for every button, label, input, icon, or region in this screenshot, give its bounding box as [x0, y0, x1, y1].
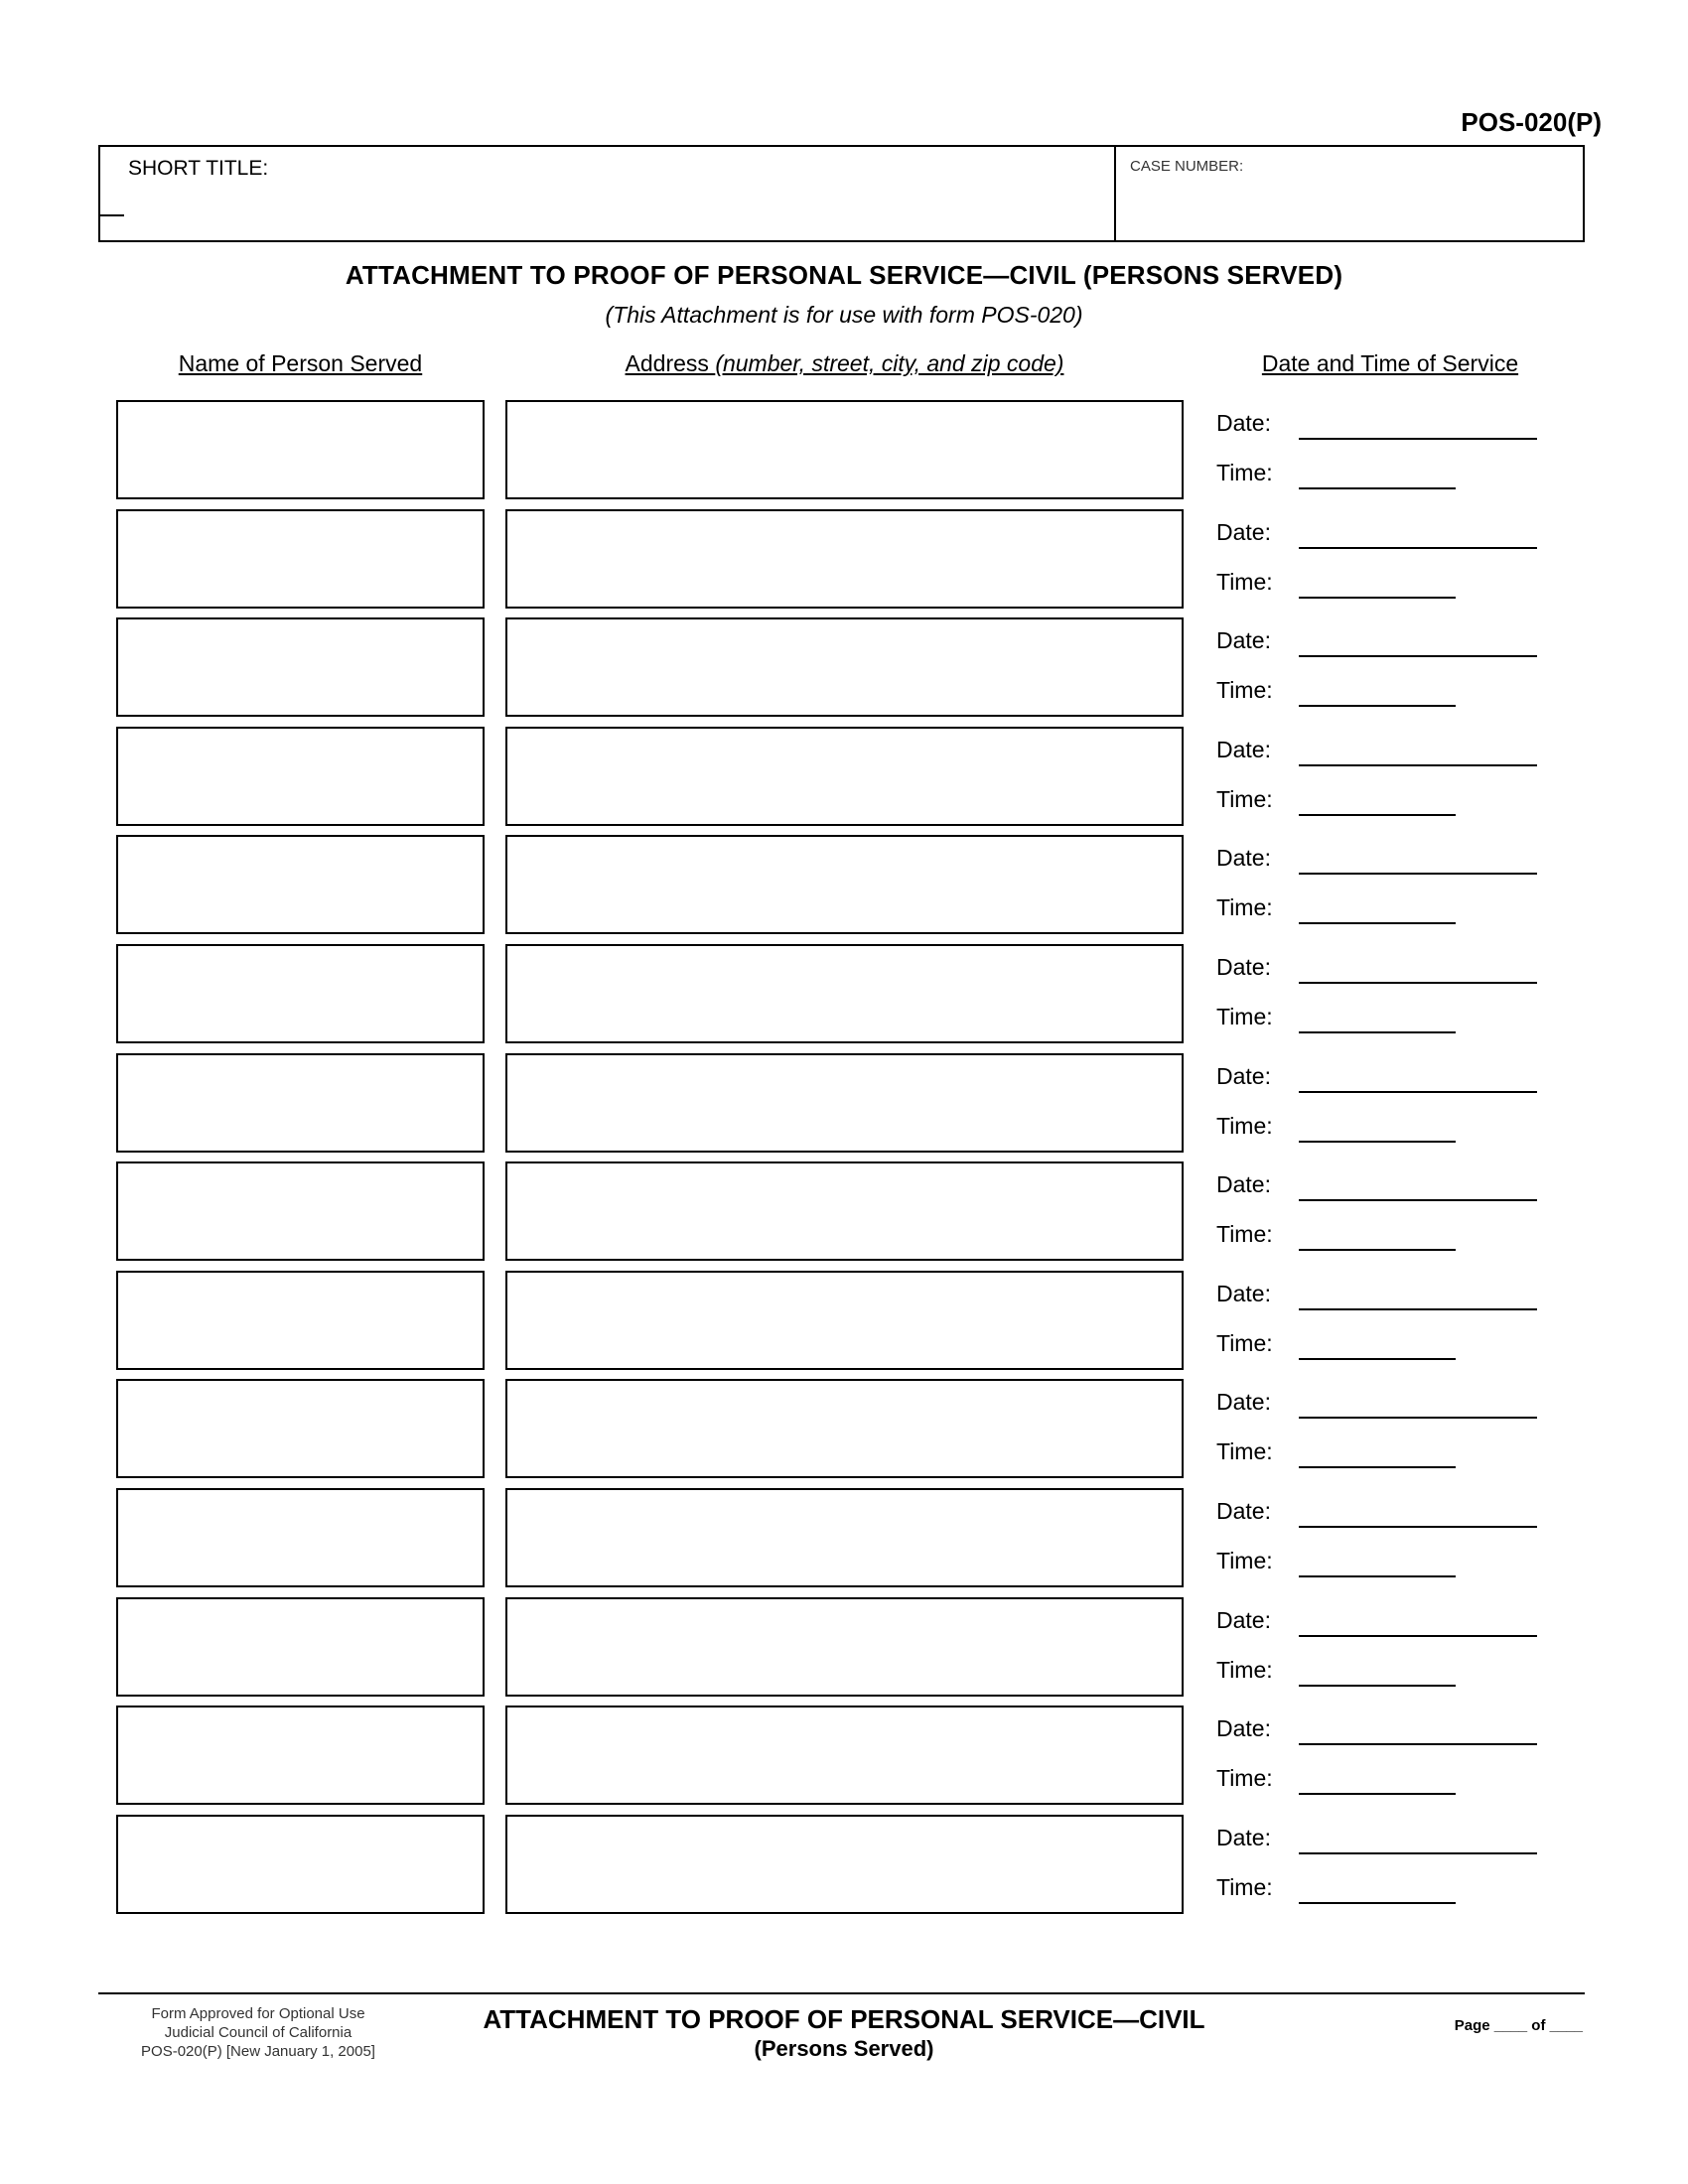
service-row — [0, 1379, 1688, 1478]
address-field[interactable] — [505, 1597, 1184, 1697]
footer-page-number: Page ____ of ____ — [1454, 2017, 1583, 2034]
person-name-field[interactable] — [116, 617, 485, 717]
person-name-field[interactable] — [116, 1053, 485, 1153]
person-name-field[interactable] — [116, 835, 485, 934]
short-title-field[interactable] — [100, 214, 124, 216]
time-label: Time: — [1216, 1548, 1273, 1573]
date-label: Date: — [1216, 845, 1271, 871]
service-row — [0, 400, 1688, 499]
service-row — [0, 1815, 1688, 1914]
service-row — [0, 944, 1688, 1043]
time-field[interactable] — [1299, 1466, 1456, 1468]
time-field[interactable] — [1299, 922, 1456, 924]
time-label: Time: — [1216, 1874, 1273, 1900]
date-field[interactable] — [1299, 1635, 1537, 1637]
date-label: Date: — [1216, 627, 1271, 653]
time-field[interactable] — [1299, 814, 1456, 816]
date-label: Date: — [1216, 1063, 1271, 1089]
case-number-label: CASE NUMBER: — [1130, 158, 1244, 175]
time-field[interactable] — [1299, 705, 1456, 707]
person-name-field[interactable] — [116, 509, 485, 609]
date-field[interactable] — [1299, 1417, 1537, 1419]
address-field[interactable] — [505, 1271, 1184, 1370]
date-label: Date: — [1216, 1715, 1271, 1741]
page-title: ATTACHMENT TO PROOF OF PERSONAL SERVICE—CIVIL (PERSONS SERVED) — [345, 260, 1343, 290]
time-field[interactable] — [1299, 1249, 1456, 1251]
service-row — [0, 1161, 1688, 1261]
person-name-field[interactable] — [116, 727, 485, 826]
person-name-field[interactable] — [116, 1488, 485, 1587]
date-field[interactable] — [1299, 982, 1537, 984]
date-field[interactable] — [1299, 1091, 1537, 1093]
address-field[interactable] — [505, 1488, 1184, 1587]
address-field[interactable] — [505, 617, 1184, 717]
time-label: Time: — [1216, 1113, 1273, 1139]
address-field[interactable] — [505, 944, 1184, 1043]
footer-rule — [98, 1992, 1585, 1994]
address-field[interactable] — [505, 1161, 1184, 1261]
address-field[interactable] — [505, 400, 1184, 499]
date-field[interactable] — [1299, 764, 1537, 766]
service-row — [0, 509, 1688, 609]
date-field[interactable] — [1299, 1199, 1537, 1201]
time-field[interactable] — [1299, 597, 1456, 599]
column-header-name: Name of Person Served — [178, 350, 423, 376]
date-field[interactable] — [1299, 547, 1537, 549]
time-field[interactable] — [1299, 1575, 1456, 1577]
address-field[interactable] — [505, 1706, 1184, 1805]
person-name-field[interactable] — [116, 1706, 485, 1805]
time-label: Time: — [1216, 1765, 1273, 1791]
date-label: Date: — [1216, 1498, 1271, 1524]
time-field[interactable] — [1299, 1358, 1456, 1360]
date-label: Date: — [1216, 519, 1271, 545]
person-name-field[interactable] — [116, 1161, 485, 1261]
address-field[interactable] — [505, 1053, 1184, 1153]
service-row — [0, 1488, 1688, 1587]
service-row — [0, 835, 1688, 934]
person-name-field[interactable] — [116, 1271, 485, 1370]
time-label: Time: — [1216, 1438, 1273, 1464]
service-row — [0, 1597, 1688, 1697]
person-name-field[interactable] — [116, 944, 485, 1043]
header-divider — [1114, 147, 1116, 240]
page-subtitle: (This Attachment is for use with form POS-020) — [605, 302, 1083, 328]
column-header-address-detail: (number, street, city, and zip code) — [715, 350, 1064, 376]
time-field[interactable] — [1299, 1141, 1456, 1143]
time-field[interactable] — [1299, 487, 1456, 489]
date-field[interactable] — [1299, 655, 1537, 657]
date-label: Date: — [1216, 1281, 1271, 1306]
time-field[interactable] — [1299, 1902, 1456, 1904]
service-row — [0, 727, 1688, 826]
form-id: POS-020(P) — [1461, 107, 1602, 137]
footer-title: ATTACHMENT TO PROOF OF PERSONAL SERVICE—CIVIL — [483, 2004, 1205, 2034]
date-label: Date: — [1216, 1171, 1271, 1197]
person-name-field[interactable] — [116, 1597, 485, 1697]
column-header-address — [505, 350, 1184, 377]
column-header-address-main: Address — [625, 350, 716, 376]
person-name-field[interactable] — [116, 1379, 485, 1478]
service-row — [0, 1053, 1688, 1153]
date-label: Date: — [1216, 954, 1271, 980]
time-label: Time: — [1216, 1330, 1273, 1356]
time-label: Time: — [1216, 894, 1273, 920]
footer-subtitle: (Persons Served) — [754, 2036, 934, 2061]
date-field[interactable] — [1299, 1526, 1537, 1528]
time-label: Time: — [1216, 1657, 1273, 1683]
time-label: Time: — [1216, 1221, 1273, 1247]
time-label: Time: — [1216, 569, 1273, 595]
date-field[interactable] — [1299, 1308, 1537, 1310]
date-field[interactable] — [1299, 1743, 1537, 1745]
time-label: Time: — [1216, 1004, 1273, 1029]
address-field[interactable] — [505, 835, 1184, 934]
service-row — [0, 1271, 1688, 1370]
date-label: Date: — [1216, 1825, 1271, 1850]
date-field[interactable] — [1299, 873, 1537, 875]
address-field[interactable] — [505, 727, 1184, 826]
time-label: Time: — [1216, 460, 1273, 485]
short-title-label: SHORT TITLE: — [128, 157, 269, 180]
footer-approval-line-1: Form Approved for Optional Use — [151, 2005, 365, 2022]
address-field[interactable] — [505, 1379, 1184, 1478]
address-field[interactable] — [505, 1815, 1184, 1914]
service-row — [0, 617, 1688, 717]
date-label: Date: — [1216, 737, 1271, 762]
date-label: Date: — [1216, 1607, 1271, 1633]
time-field[interactable] — [1299, 1793, 1456, 1795]
date-field[interactable] — [1299, 438, 1537, 440]
time-field[interactable] — [1299, 1685, 1456, 1687]
column-header-date-time: Date and Time of Service — [1261, 350, 1519, 376]
date-label: Date: — [1216, 410, 1271, 436]
footer-approval-line-2: Judicial Council of California — [164, 2024, 352, 2041]
time-label: Time: — [1216, 677, 1273, 703]
header-box — [98, 145, 1585, 242]
time-label: Time: — [1216, 786, 1273, 812]
person-name-field[interactable] — [116, 1815, 485, 1914]
time-field[interactable] — [1299, 1031, 1456, 1033]
date-field[interactable] — [1299, 1852, 1537, 1854]
person-name-field[interactable] — [116, 400, 485, 499]
footer-approval-line-3: POS-020(P) [New January 1, 2005] — [141, 2043, 375, 2060]
date-label: Date: — [1216, 1389, 1271, 1415]
service-row — [0, 1706, 1688, 1805]
address-field[interactable] — [505, 509, 1184, 609]
